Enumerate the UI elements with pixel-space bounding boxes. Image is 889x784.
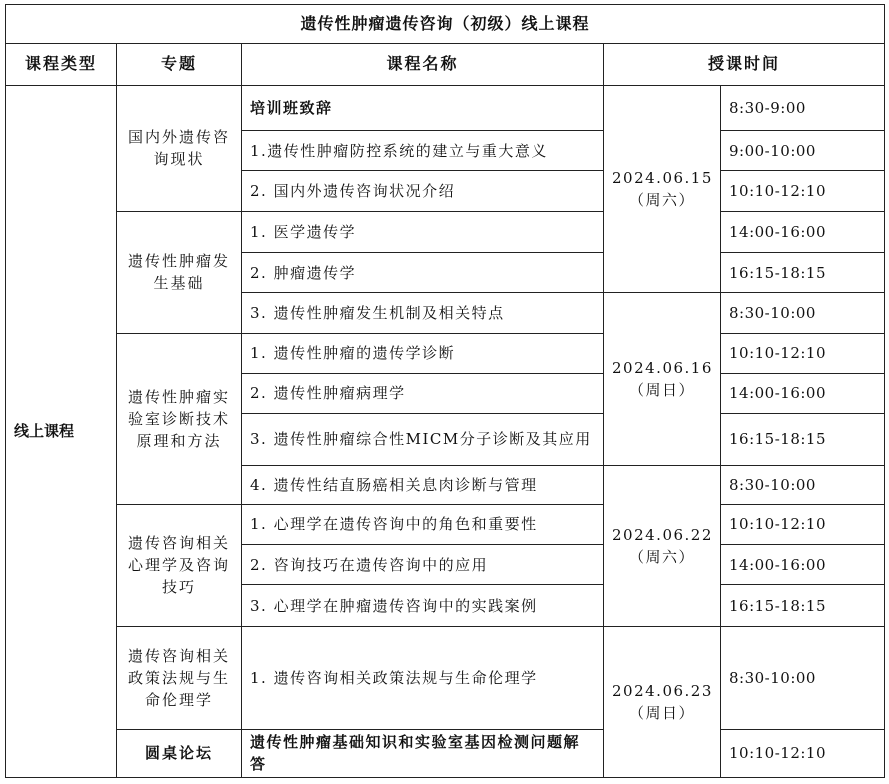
header-topic: 专题	[117, 44, 242, 85]
date-text: 2024.06.23	[612, 681, 713, 700]
weekday-text: （周六）	[628, 547, 695, 566]
time-cell: 8:30-10:00	[721, 626, 885, 729]
date-text: 2024.06.16	[612, 358, 713, 377]
title-row	[6, 5, 885, 44]
time-cell: 16:15-18:15	[721, 252, 885, 292]
date-text: 2024.06.22	[612, 525, 713, 544]
course-name-cell: 3. 遗传性肿瘤综合性MICM分子诊断及其应用	[242, 414, 604, 465]
table-row	[6, 626, 885, 729]
time-cell: 8:30-9:00	[721, 85, 885, 130]
time-cell: 8:30-10:00	[721, 293, 885, 333]
course-name-cell: 遗传性肿瘤基础知识和实验室基因检测问题解答	[242, 729, 604, 777]
table-row	[6, 85, 885, 130]
date-cell	[604, 293, 721, 465]
header-row	[6, 44, 885, 85]
topic-cell: 国内外遗传咨询现状	[117, 85, 242, 211]
course-name-cell: 2. 肿瘤遗传学	[242, 252, 604, 292]
topic-cell: 遗传咨询相关心理学及咨询技巧	[117, 504, 242, 626]
time-cell: 10:10-12:10	[721, 333, 885, 373]
table-row	[6, 729, 885, 777]
table-row	[6, 504, 885, 544]
header-course-name: 课程名称	[242, 44, 604, 85]
topic-cell: 遗传性肿瘤发生基础	[117, 211, 242, 333]
time-cell: 10:10-12:10	[721, 729, 885, 777]
course-name-cell: 1. 遗传性肿瘤的遗传学诊断	[242, 333, 604, 373]
weekday-text: （周六）	[628, 190, 695, 209]
time-cell: 10:10-12:10	[721, 504, 885, 544]
table-row	[6, 333, 885, 373]
course-name-cell: 2. 遗传性肿瘤病理学	[242, 373, 604, 413]
course-name-cell: 1.遗传性肿瘤防控系统的建立与重大意义	[242, 130, 604, 170]
course-name-cell: 培训班致辞	[242, 85, 604, 130]
date-cell	[604, 465, 721, 626]
course-name-cell: 1. 心理学在遗传咨询中的角色和重要性	[242, 504, 604, 544]
header-course-type: 课程类型	[6, 44, 117, 85]
course-name-cell: 3. 心理学在肿瘤遗传咨询中的实践案例	[242, 585, 604, 626]
time-cell: 8:30-10:00	[721, 465, 885, 504]
header-time: 授课时间	[604, 44, 885, 85]
time-cell: 16:15-18:15	[721, 585, 885, 626]
time-cell: 14:00-16:00	[721, 211, 885, 252]
course-name-cell: 1. 遗传咨询相关政策法规与生命伦理学	[242, 626, 604, 729]
table-row	[6, 211, 885, 252]
time-cell: 9:00-10:00	[721, 130, 885, 170]
table-title: 遗传性肿瘤遗传咨询（初级）线上课程	[6, 5, 885, 44]
course-type-cell: 线上课程	[6, 85, 117, 777]
topic-cell: 圆桌论坛	[117, 729, 242, 777]
course-name-cell: 3. 遗传性肿瘤发生机制及相关特点	[242, 293, 604, 333]
date-text: 2024.06.15	[612, 168, 713, 187]
weekday-text: （周日）	[628, 703, 695, 722]
time-cell: 10:10-12:10	[721, 171, 885, 211]
course-schedule-table	[5, 4, 885, 778]
course-name-cell: 2. 咨询技巧在遗传咨询中的应用	[242, 545, 604, 585]
course-name-cell: 2. 国内外遗传咨询状况介绍	[242, 171, 604, 211]
weekday-text: （周日）	[628, 380, 695, 399]
course-name-cell: 1. 医学遗传学	[242, 211, 604, 252]
course-name-cell: 4. 遗传性结直肠癌相关息肉诊断与管理	[242, 465, 604, 504]
date-cell	[604, 626, 721, 777]
topic-cell: 遗传咨询相关政策法规与生命伦理学	[117, 626, 242, 729]
date-cell	[604, 85, 721, 293]
time-cell: 14:00-16:00	[721, 373, 885, 413]
time-cell: 14:00-16:00	[721, 545, 885, 585]
topic-cell: 遗传性肿瘤实验室诊断技术原理和方法	[117, 333, 242, 504]
time-cell: 16:15-18:15	[721, 414, 885, 465]
